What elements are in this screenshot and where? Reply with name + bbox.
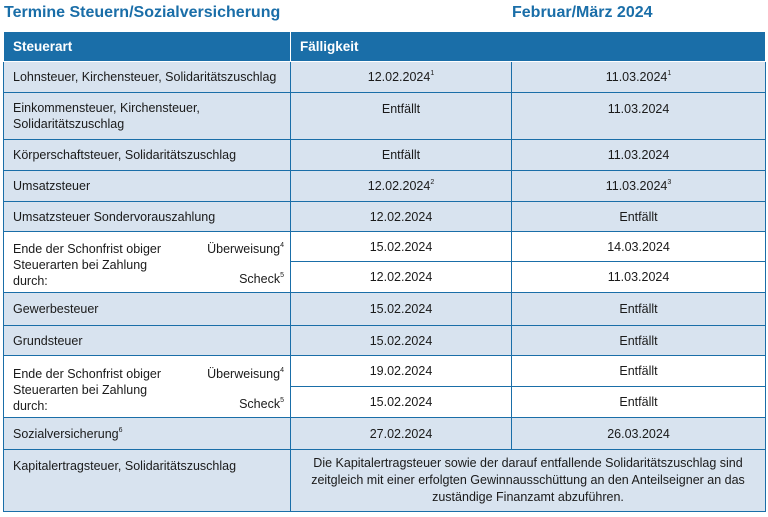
mar-date: 11.03.2024 — [512, 140, 766, 171]
row-label: Körperschaftsteuer, Solidaritätszuschlag — [4, 140, 291, 171]
feb-date: 12.02.2024$^2$ — [291, 171, 512, 202]
feb-date: 12.02.2024 — [291, 262, 512, 293]
kapital-note: Die Kapitalertragsteuer sowie der darauf entfallende Solidaritätszuschlag sind zeitgleich mit einer erfolgten Gewinnausschüttung an den Anteilseigner an das zuständige Finanzamt abzuführen. — [291, 450, 766, 512]
row-label: Grundsteuer — [4, 326, 291, 356]
mar-date: Entfällt — [512, 326, 766, 356]
mar-date: 11.03.2024 — [512, 262, 766, 293]
tax-deadline-table — [3, 31, 766, 512]
mar-date: Entfällt — [512, 356, 766, 387]
table-row — [4, 356, 766, 387]
scheck-label: Scheck$^5$ — [239, 396, 284, 411]
ueberweisung-label: Überweisung$^4$ — [207, 366, 284, 381]
mar-date: Entfällt — [512, 202, 766, 232]
mar-date: Entfällt — [512, 387, 766, 418]
table-row — [4, 140, 766, 171]
mar-date: Entfällt — [512, 293, 766, 326]
feb-date: 15.02.2024 — [291, 293, 512, 326]
ueberweisung-label: Überweisung$^4$ — [207, 242, 284, 256]
feb-date: 12.02.2024 — [291, 202, 512, 232]
table-row — [4, 418, 766, 450]
table-row — [4, 171, 766, 202]
row-label: Gewerbesteuer — [4, 293, 291, 326]
scheck-label: Scheck$^5$ — [239, 272, 284, 286]
table-header-row — [4, 32, 766, 62]
table-row — [4, 326, 766, 356]
feb-date: 27.02.2024 — [291, 418, 512, 450]
mar-date: 11.03.2024 — [512, 93, 766, 140]
page-title: Termine Steuern/Sozialversicherung — [4, 4, 281, 21]
table-row — [4, 450, 766, 512]
title-bar — [0, 0, 768, 30]
header-faelligkeit: Fälligkeit — [291, 32, 766, 62]
header-steuerart: Steuerart — [4, 32, 291, 62]
mar-date: 14.03.2024 — [512, 232, 766, 262]
row-label: Sozialversicherung$^6$ — [4, 418, 291, 450]
row-label: Umsatzsteuer — [4, 171, 291, 202]
table-row — [4, 62, 766, 93]
feb-date: 15.02.2024 — [291, 326, 512, 356]
table-row — [4, 93, 766, 140]
table-row — [4, 202, 766, 232]
feb-date: 19.02.2024 — [291, 356, 512, 387]
row-label: Lohnsteuer, Kirchensteuer, Solidaritätszuschlag — [4, 62, 291, 93]
feb-date: 15.02.2024 — [291, 387, 512, 418]
row-label: Umsatzsteuer Sondervorauszahlung — [4, 202, 291, 232]
feb-date: Entfällt — [291, 93, 512, 140]
period-title: Februar/März 2024 — [512, 4, 653, 21]
feb-date: Entfällt — [291, 140, 512, 171]
feb-date: 15.02.2024 — [291, 232, 512, 262]
mar-date: 26.03.2024 — [512, 418, 766, 450]
schonfrist-description: Ende der Schonfrist obiger Steuerarten bei Zahlung durch: — [13, 242, 162, 288]
mar-date: 11.03.2024$^3$ — [512, 171, 766, 202]
feb-date: 12.02.2024$^1$ — [291, 62, 512, 93]
row-label: Einkommensteuer, Kirchensteuer, Solidaritätszuschlag — [4, 93, 291, 140]
table-row — [4, 232, 766, 262]
mar-date: 11.03.2024$^1$ — [512, 62, 766, 93]
table-row — [4, 293, 766, 326]
schonfrist-label-cell — [4, 232, 291, 293]
schonfrist-description: Ende der Schonfrist obiger Steuerarten bei Zahlung durch: — [13, 366, 162, 413]
row-label: Kapitalertragsteuer, Solidaritätszuschlag — [4, 450, 291, 512]
schonfrist-label-cell — [4, 356, 291, 418]
